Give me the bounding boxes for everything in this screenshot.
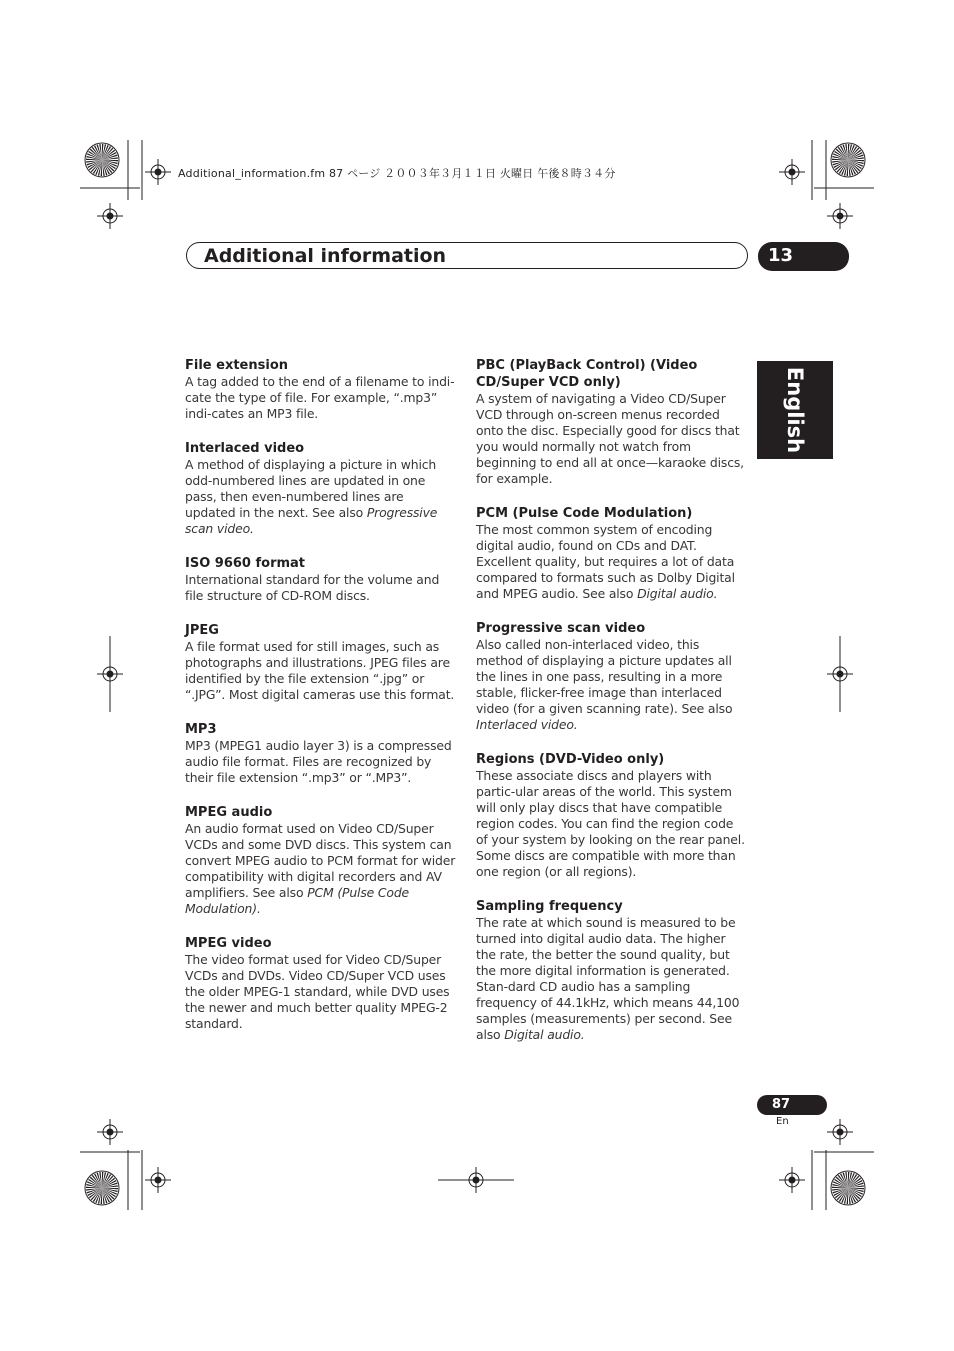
glossary-entry bbox=[476, 620, 748, 733]
glossary-definition: A file format used for still images, such as photographs and illustrations. JPEG files are identified by the file extension “.jpg” or “.JPG”. Most digital cameras use this format. bbox=[185, 639, 455, 702]
glossary-column-right bbox=[476, 357, 748, 1061]
crosshair-icon bbox=[827, 661, 853, 687]
glossary-definition: International standard for the volume and file structure of CD-ROM discs. bbox=[185, 572, 440, 603]
glossary-term: Progressive scan video bbox=[476, 621, 646, 636]
crosshair-icon bbox=[145, 159, 171, 185]
crosshair-icon bbox=[779, 159, 805, 185]
language-tab-label: English bbox=[783, 366, 807, 454]
page-number-badge bbox=[757, 1095, 827, 1115]
glossary-term: Regions (DVD-Video only) bbox=[476, 752, 665, 767]
glossary-entry bbox=[476, 751, 748, 880]
section-title: Additional information bbox=[204, 245, 447, 267]
language-tab-label-wrap bbox=[757, 361, 833, 459]
glossary-column-left bbox=[185, 357, 457, 1050]
glossary-entry bbox=[185, 935, 457, 1032]
glossary-term: File extension bbox=[185, 358, 289, 373]
glossary-entry bbox=[185, 622, 457, 703]
glossary-term: Sampling frequency bbox=[476, 899, 623, 914]
glossary-definition: A method of displaying a picture in which odd-numbered lines are updated in one pass, then even-numbered lines are updated in the next. See also Progressive scan video. bbox=[185, 457, 438, 536]
glossary-definition: The most common system of encoding digital audio, found on CDs and DAT. Excellent quality, but requires a lot of data compared to formats such as Dolby Digital and MPEG audio. See also Digital audio. bbox=[476, 522, 735, 601]
glossary-term: PBC (PlayBack Control) (Video CD/Super VCD only) bbox=[476, 358, 698, 390]
page-language-code: En bbox=[776, 1116, 789, 1127]
crosshair-icon bbox=[827, 1119, 853, 1145]
glossary-definition: These associate discs and players with partic-ular areas of the world. This system will only play discs that have compatible region codes. You can find the region code of your system by looking on the rear panel. Some discs are compatible with more than one region (or all regions). bbox=[476, 768, 745, 879]
glossary-definition: Also called non-interlaced video, this method of displaying a picture updates all the lines in one pass, resulting in a more stable, flicker-free image than interlaced video (for a given scanning rate). See also Interlaced video. bbox=[476, 637, 733, 732]
glossary-term: ISO 9660 format bbox=[185, 556, 306, 571]
file-header: Additional_information.fm 87 ページ ２００３年３月１１日 火曜日 午後８時３４分 bbox=[178, 167, 616, 180]
crosshair-icon bbox=[97, 661, 123, 687]
glossary-definition: A tag added to the end of a filename to indi-cate the type of file. For example, “.mp3” indi-cates an MP3 file. bbox=[185, 374, 455, 421]
glossary-definition: The rate at which sound is measured to be turned into digital audio data. The higher the rate, the better the sound quality, but the more digital information is generated. Stan-dard CD audio has a sampling frequency of 44.1kHz, which means 44,100 samples (measurements) per second. See also Digital audio. bbox=[476, 915, 740, 1042]
crosshair-icon bbox=[97, 203, 123, 229]
glossary-term: MPEG audio bbox=[185, 805, 273, 820]
glossary-term: JPEG bbox=[185, 623, 219, 638]
glossary-term: MPEG video bbox=[185, 936, 272, 951]
crosshair-icon bbox=[463, 1167, 489, 1193]
glossary-term: MP3 bbox=[185, 722, 217, 737]
glossary-entry bbox=[185, 440, 457, 537]
glossary-entry bbox=[476, 357, 748, 487]
crosshair-icon bbox=[779, 1167, 805, 1193]
glossary-entry bbox=[185, 555, 457, 604]
glossary-term: PCM (Pulse Code Modulation) bbox=[476, 506, 693, 521]
glossary-entry bbox=[185, 721, 457, 786]
glossary-definition: MP3 (MPEG1 audio layer 3) is a compressed audio file format. Files are recognized by their file extension “.mp3” or “.MP3”. bbox=[185, 738, 452, 785]
glossary-entry bbox=[185, 357, 457, 422]
glossary-entry bbox=[476, 505, 748, 602]
crosshair-icon bbox=[97, 1119, 123, 1145]
page-number: 87 bbox=[772, 1097, 791, 1112]
glossary-definition: A system of navigating a Video CD/Super VCD through on-screen menus recorded onto the disc. Especially good for discs that you would normally not watch from beginning to end all at once—karaoke discs, for example. bbox=[476, 391, 744, 486]
crosshair-icon bbox=[145, 1167, 171, 1193]
glossary-entry bbox=[185, 804, 457, 917]
glossary-definition: The video format used for Video CD/Super VCDs and DVDs. Video CD/Super VCD uses the older MPEG-1 standard, while DVD uses the newer and much better quality MPEG-2 standard. bbox=[185, 952, 450, 1031]
glossary-definition: An audio format used on Video CD/Super VCDs and some DVD discs. This system can convert MPEG audio to PCM format for wider compatibility with digital recorders and AV amplifiers. See also PCM (Pulse Code Modulation). bbox=[185, 821, 456, 916]
glossary-entry bbox=[476, 898, 748, 1043]
crosshair-icon bbox=[827, 203, 853, 229]
chapter-number: 13 bbox=[768, 245, 794, 266]
glossary-term: Interlaced video bbox=[185, 441, 305, 456]
